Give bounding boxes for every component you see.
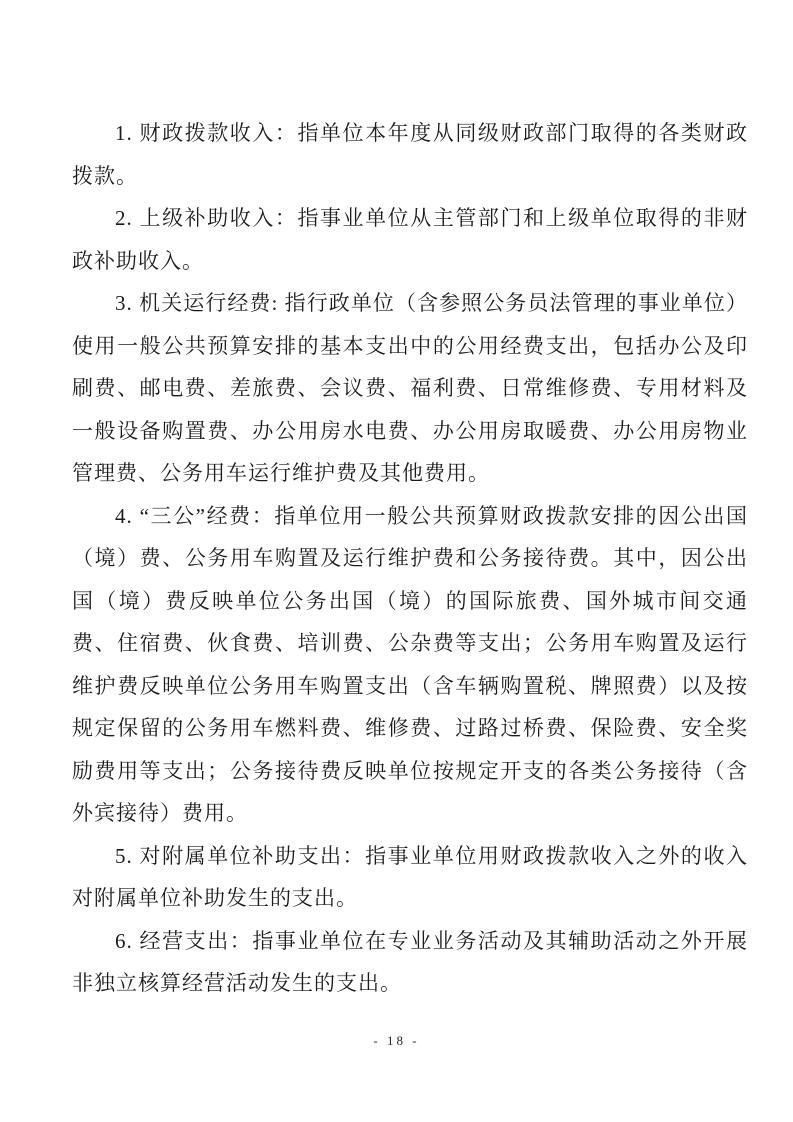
definition-paragraph-subsidy-to-affiliated-units: 5. 对附属单位补助支出：指事业单位用财政拨款收入之外的收入对附属单位补助发生的支出。 [72, 843, 748, 910]
definition-paragraph-superior-subsidy-income: 2. 上级补助收入：指事业单位从主管部门和上级单位取得的非财政补助收入。 [72, 206, 748, 273]
definition-paragraph-agency-operating-funds: 3. 机关运行经费: 指行政单位（含参照公务员法管理的事业单位）使用一般公共预算安排的基本支出中的公用经费支出，包括办公及印刷费、邮电费、差旅费、会议费、福利费、日常维修费、专用材料及一般设备购置费、办公用房水电费、办公用房取暖费、办公用房物业管理费、公务用车运行维护费及其他费用。 [72, 291, 748, 485]
page-body-text [72, 112, 748, 1005]
definition-paragraph-three-public-funds: 4. “三公”经费：指单位用一般公共预算财政拨款安排的因公出国（境）费、公务用车购置及运行维护费和公务接待费。其中，因公出国（境）费反映单位公务出国（境）的国际旅费、国外城市间交通费、住宿费、伙食费、培训费、公杂费等支出；公务用车购置及运行维护费反映单位公务用车购置支出（含车辆购置税、牌照费）以及按规定保留的公务用车燃料费、维修费、过路过桥费、保险费、安全奖励费用等支出；公务接待费反映单位按规定开支的各类公务接待（含外宾接待）费用。 [72, 503, 748, 825]
page-number: - 18 - [373, 1033, 420, 1048]
definition-paragraph-operating-expenditure: 6. 经营支出：指事业单位在专业业务活动及其辅助活动之外开展非独立核算经营活动发生的支出。 [72, 928, 748, 995]
definition-paragraph-financial-appropriation-income: 1. 财政拨款收入：指单位本年度从同级财政部门取得的各类财政拨款。 [72, 121, 748, 188]
